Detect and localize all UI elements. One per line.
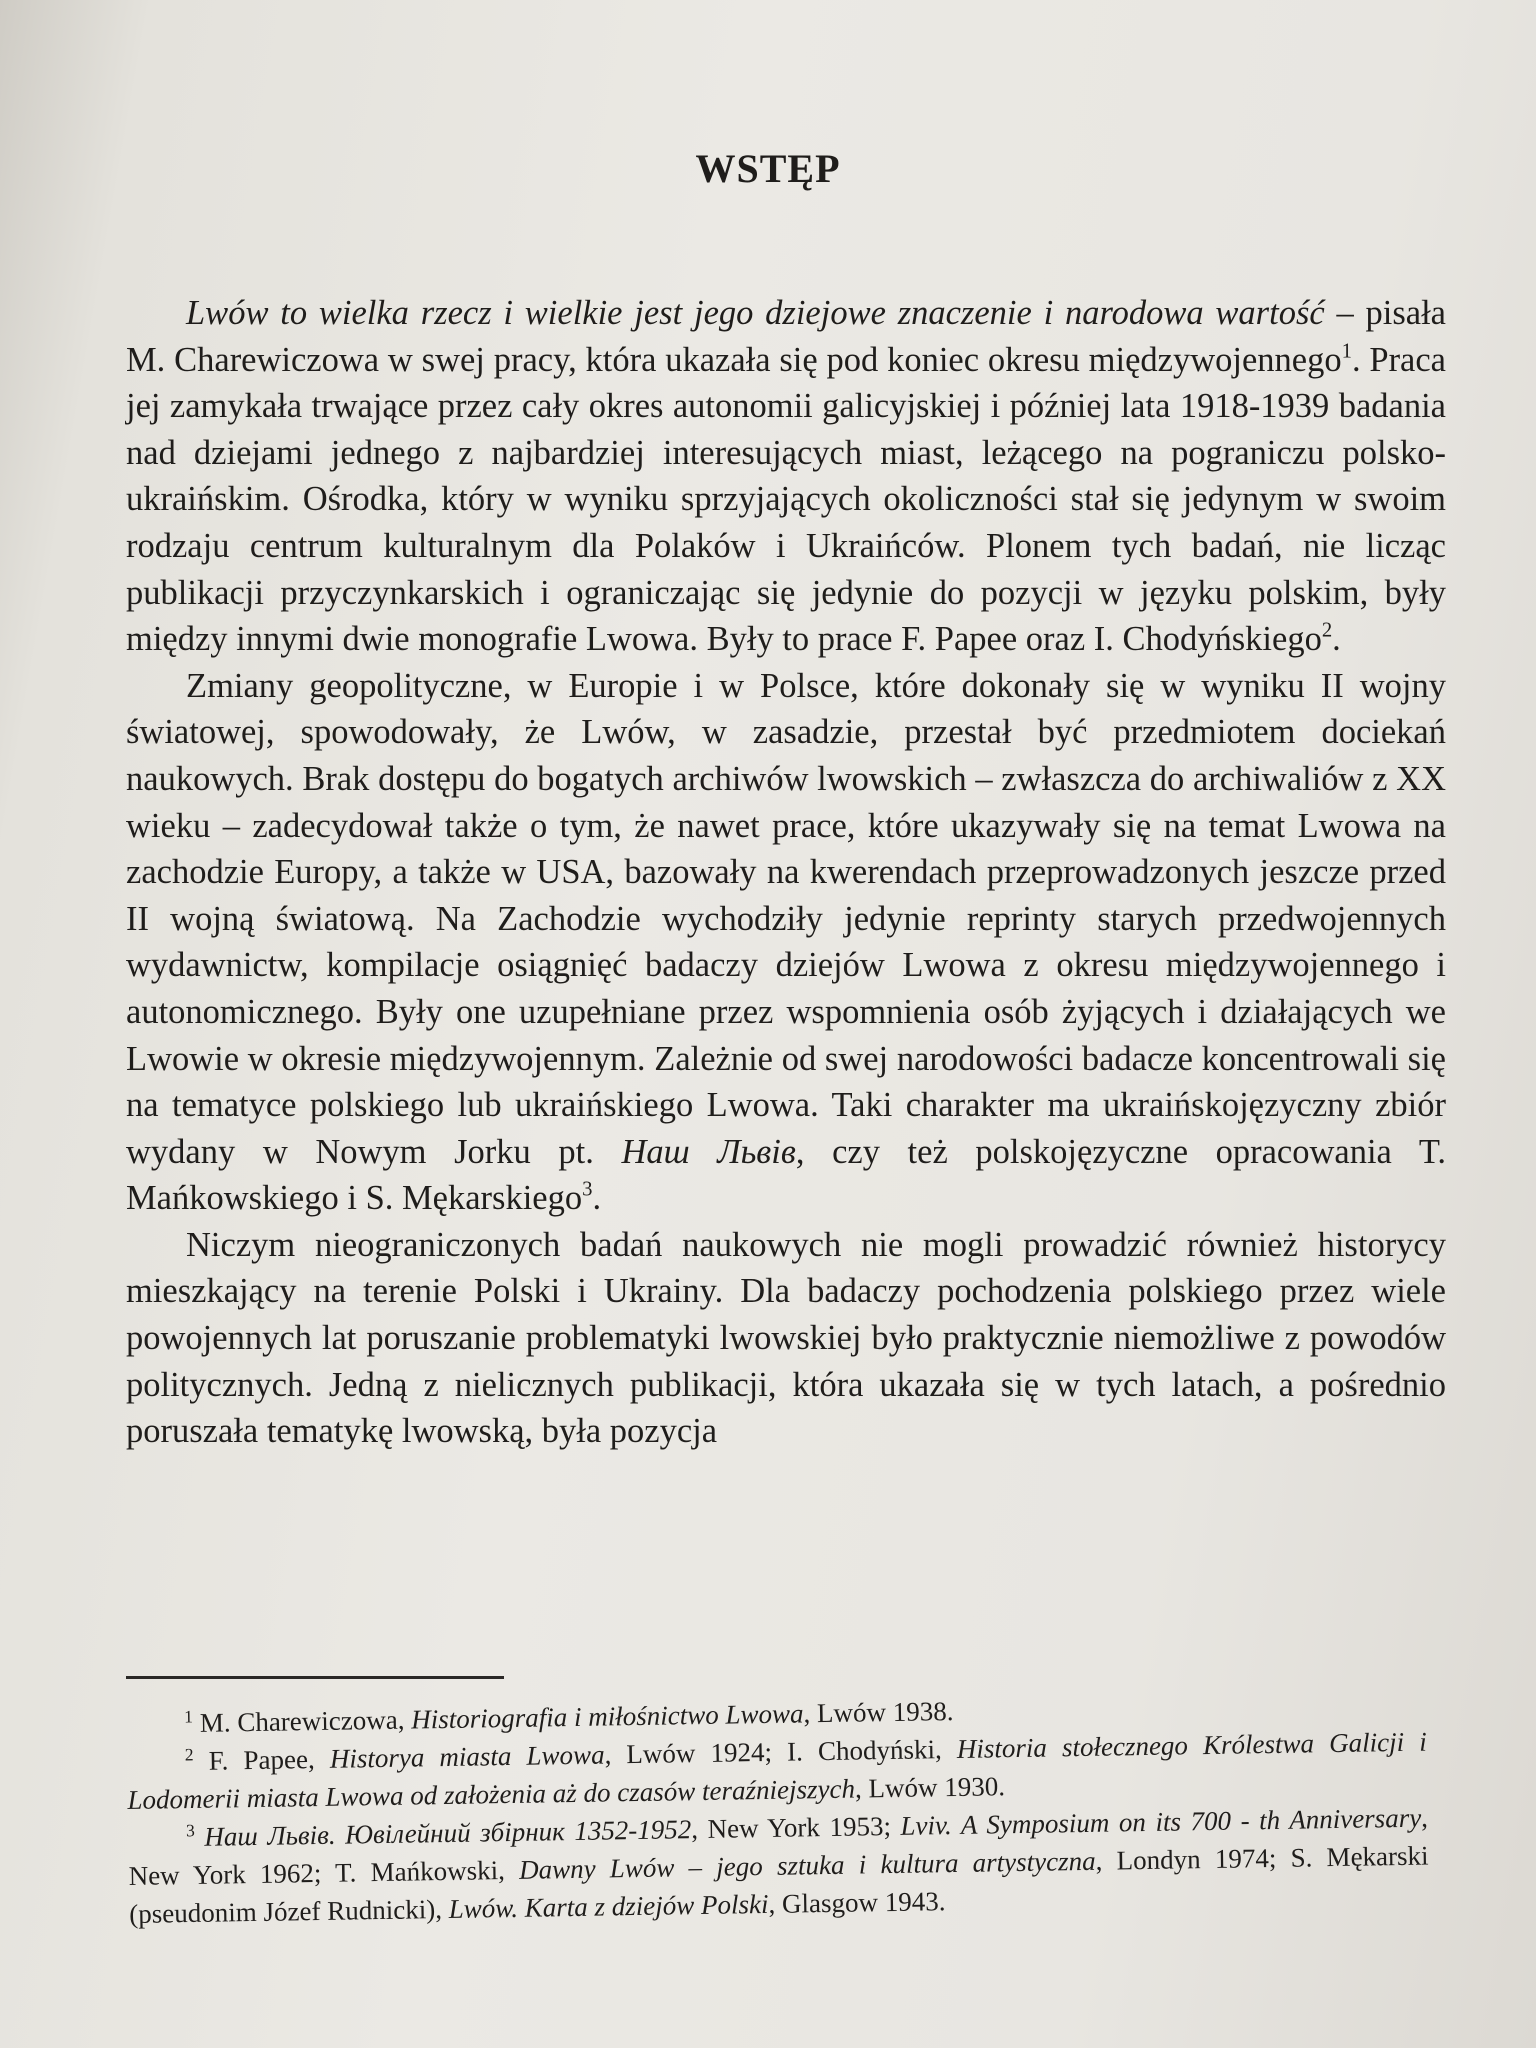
footnote-title: Lwów. Karta z dziejów Polski	[448, 1888, 769, 1924]
footnote-title: Historia stołecznego Królestwa Galicji i Lodomerii miasta Lwowa od założenia aż do czasów teraźniejszych	[127, 1726, 1427, 1815]
paragraph-2-text-b: , czy też polskojęzyczne opracowania T. Mańkowskiego i S. Mękarskiego	[126, 1132, 1446, 1218]
footnote-number: 2	[184, 1744, 194, 1765]
paragraph-3-text: Niczym nieograniczonych badań naukowych nie mogli prowadzić również historycy mieszkający na terenie Polski i Ukrainy. Dla badaczy pochodzenia polskiego przez wiele powojennych lat poruszanie problematyki lwowskiej było praktycznie niemożliwe z powodów politycznych. Jedną z nielicznych publikacji, która ukazała się w tych latach, a pośrednio poruszała tematykę lwowską, była pozycja	[126, 1225, 1446, 1451]
footnote-text: M. Charewiczowa,	[192, 1704, 412, 1738]
footnote-number: 1	[184, 1706, 194, 1727]
footnote-ref-1[interactable]: 1	[1341, 340, 1352, 363]
footnote-ref-3[interactable]: 3	[582, 1178, 593, 1201]
footnote-ref-2[interactable]: 2	[1321, 619, 1333, 642]
footnote-text: F. Papee,	[193, 1743, 331, 1776]
footnote-title: Наш Львів. Ювілейний збірник 1352-1952	[204, 1814, 692, 1852]
footnotes	[126, 1685, 1429, 1933]
main-text	[126, 290, 1446, 1455]
paragraph-1-text-b: . Praca jej zamykała trwające przez cały okres autonomii galicyjskiej i później lata 1918-1939 badania nad dziejami jednego z najbardziej interesujących miast, leżącego na pograniczu polsko-ukraińskim. Ośrodka, który w wyniku sprzyjających okoliczności stał się jedynym w swoim rodzaju centrum kulturalnym dla Polaków i Ukraińców. Plonem tych badań, nie licząc publikacji przyczynkarskich i ograniczając się jedynie do pozycji w języku polskim, były między innymi dwie monografie Lwowa. Były to prace F. Papee oraz I. Chodyńskiego	[126, 340, 1446, 659]
footnote-title: Historya miasta Lwowa	[329, 1739, 605, 1774]
paragraph-2-text-a: Zmiany geopolityczne, w Europie i w Polsce, które dokonały się w wyniku II wojny światowej, spowodowały, że Lwów, w zasadzie, przestał być przedmiotem dociekań naukowych. Brak dostępu do bogatych archiwów lwowskich – zwłaszcza do archiwaliów z XX wieku – zadecydował także o tym, że nawet prace, które ukazywały się na temat Lwowa na zachodzie Europy, a także w USA, bazowały na kwerendach przeprowadzonych jeszcze przed II wojną światową. Na Zachodzie wychodziły jedynie reprinty starych przedwojennych wydawnictw, kompilacje osiągnięć badaczy dziejów Lwowa z okresu międzywojennego i autonomicznego. Były one uzupełniane przez wspomnienia osób żyjących i działających we Lwowie w okresie międzywojennym. Zależnie od swej narodowości badacze koncentrowali się na tematyce polskiego lub ukraińskiego Lwowa. Taki charakter ma ukraińskojęzyczny zbiór wydany w Nowym Jorku pt.	[126, 666, 1446, 1171]
quote: Lwów to wielka rzecz i wielkie jest jego dziejowe znaczenie i narodowa wartość	[186, 294, 1325, 332]
chapter-title: WSTĘP	[695, 146, 841, 191]
footnote-text: , New York 1953;	[691, 1810, 901, 1845]
footnote-title: Lviv. A Symposium on its 700 - th Anniversary	[900, 1802, 1422, 1841]
footnote-number: 3	[185, 1820, 195, 1841]
paragraph-1	[126, 290, 1446, 663]
footnote-text: , Glasgow 1943.	[768, 1886, 946, 1919]
footnote-text: , Londyn 1974; S. Mękarski (pseudonim Józef Rudnicki),	[129, 1840, 1429, 1929]
paragraph-3	[126, 1222, 1446, 1455]
paragraph-1-text-c: .	[1332, 620, 1341, 659]
footnote-title: Dawny Lwów – jego sztuka i kultura artystyczna	[518, 1845, 1096, 1885]
paragraph-2-text-c: .	[592, 1179, 602, 1218]
footnote-title: Historiografia i miłośnictwo Lwowa	[410, 1698, 804, 1735]
paragraph-2	[126, 663, 1446, 1222]
footnote-text: , Lwów 1930.	[854, 1771, 1006, 1804]
footnote-text: , Lwów 1938.	[803, 1696, 954, 1729]
footnote-divider	[126, 1676, 504, 1679]
footnote-text: , New York 1962; T. Mańkowski,	[128, 1802, 1429, 1891]
footnote-3	[128, 1799, 1430, 1933]
paragraph-1-text-a: – pisała M. Charewiczowa w swej pracy, która ukazała się pod koniec okresu międzywojennego	[126, 294, 1446, 379]
footnote-text: , Lwów 1924; I. Chodyński,	[604, 1733, 958, 1770]
cited-title: Наш Львів	[621, 1132, 796, 1171]
